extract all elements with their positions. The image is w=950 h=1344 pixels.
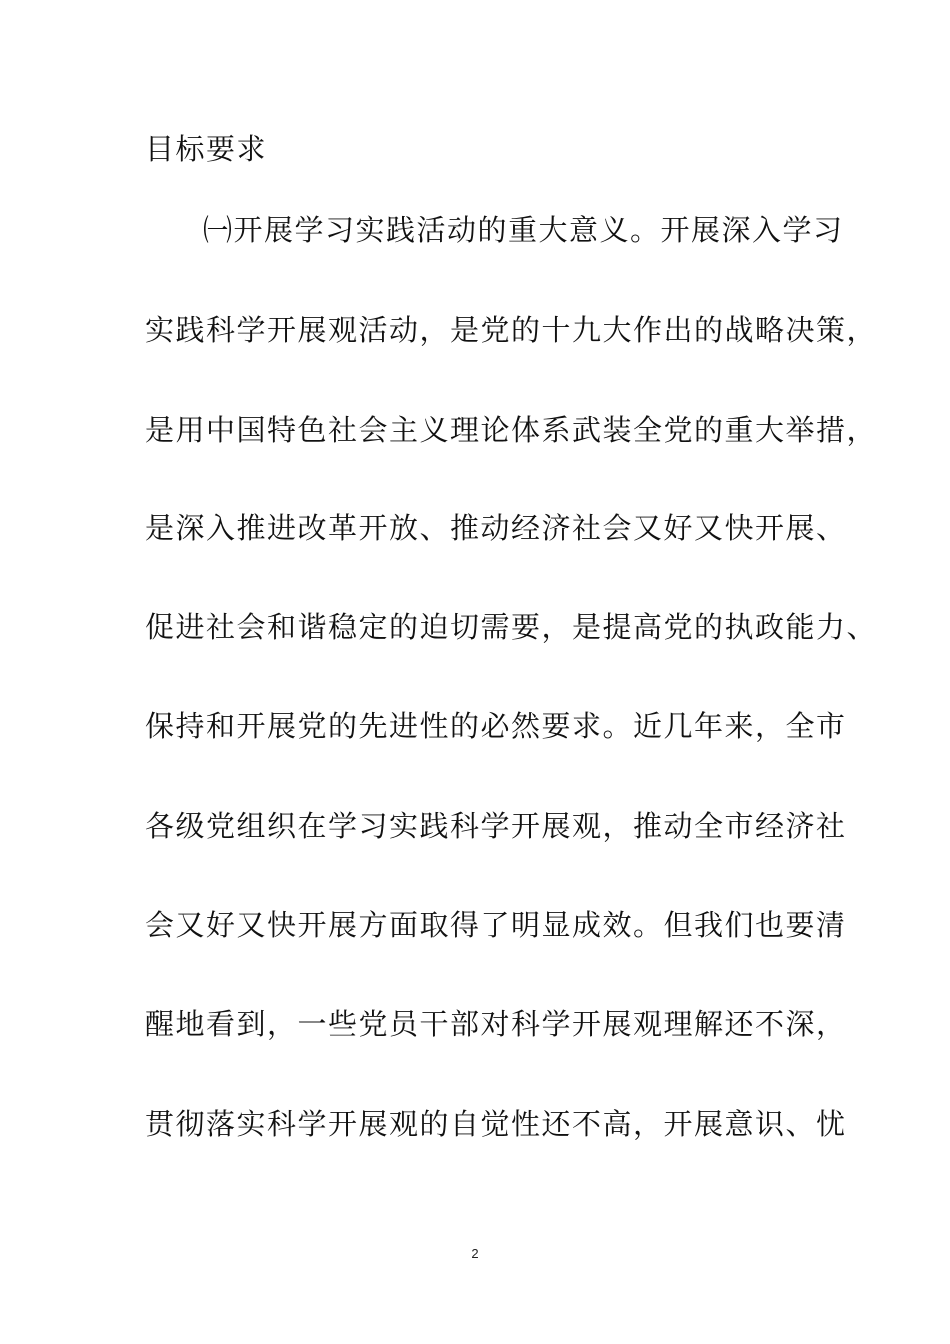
paragraph-line-2: 实践科学开展观活动，是党的十九大作出的战略决策， <box>145 313 878 347</box>
page-number: 2 <box>471 1246 479 1261</box>
paragraph-line-7: 各级党组织在学习实践科学开展观，推动全市经济社 <box>145 809 847 843</box>
paragraph-line-4: 是深入推进改革开放、推动经济社会又好又快开展、 <box>145 511 847 545</box>
paragraph-line-10: 贯彻落实科学开展观的自觉性还不高，开展意识、忧 <box>145 1107 847 1141</box>
section-heading: 目标要求 <box>145 132 268 166</box>
paragraph-line-6: 保持和开展党的先进性的必然要求。近几年来，全市 <box>145 709 847 743</box>
paragraph-line-9: 醒地看到，一些党员干部对科学开展观理解还不深， <box>145 1007 847 1041</box>
paragraph-line-3: 是用中国特色社会主义理论体系武装全党的重大举措， <box>145 413 878 447</box>
paragraph-line-1: ㈠开展学习实践活动的重大意义。开展深入学习 <box>203 213 844 247</box>
paragraph-line-5: 促进社会和谐稳定的迫切需要，是提高党的执政能力、 <box>145 610 878 644</box>
paragraph-line-8: 会又好又快开展方面取得了明显成效。但我们也要清 <box>145 908 847 942</box>
